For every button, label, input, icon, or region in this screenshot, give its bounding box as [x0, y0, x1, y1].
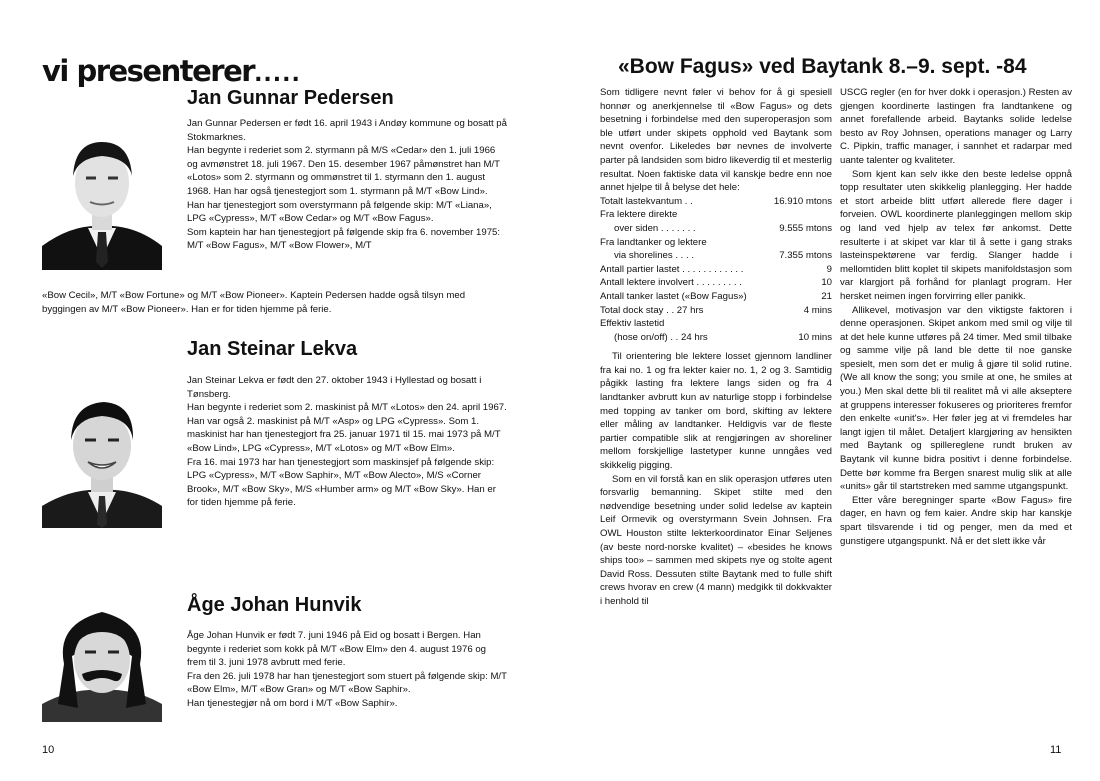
article-column-1 — [600, 86, 832, 609]
bio-paragraph: Han begynte i rederiet som 2. maskinist på M/T «Lotos» den 24. april 1967. Han var også 2. maskinist på M/T «Asp» og LPG «Cypress». Som 1. maskinist har han tjenestegjort fra 25. januar 1971 til 15. mai 1973 på M/T «Bow Lind», LPG «Cypress», M/T «Lotos» og M/T «Bow Elm». — [187, 402, 507, 454]
article-paragraph: Etter våre beregninger sparte «Bow Fagus» fire dager, en havn og fem kaier. Andre skip har kanskje spart tilsvarende i tid og penger, men da med et gunstigere utgangspunkt. Nå er det slett ikke vår — [840, 494, 1072, 547]
bio-paragraph: Fra 16. mai 1973 har han tjenestegjort som maskinsjef på følgende skip: LPG «Cypress», M/T «Bow Saphir», M/T «Bow Alecto», M/S «Corner Brook», M/T «Bow Sky», M/S «Humber arm» og M/T «Bow Sky». Han er for tiden hjemme på ferie. — [187, 456, 496, 509]
bio-paragraph: Han har tjenestegjort som overstyrmann på følgende skip: M/T «Liana», LPG «Cypress», M/T «Bow Cedar» og M/T «Bow Fagus». — [187, 199, 492, 225]
page-number-left: 10 — [42, 744, 55, 756]
right-page — [550, 0, 1100, 781]
section-heading — [42, 56, 301, 90]
bio-paragraph: Han tjenestegjør nå om bord i M/T «Bow Saphir». — [187, 697, 398, 709]
stat-row: via shorelines . . . . 7.355 mtons — [614, 250, 832, 262]
stat-row: Fra lektere direkte — [600, 209, 678, 221]
profile-bio-pedersen-continued: «Bow Cecil», M/T «Bow Fortune» og M/T «Bow Pioneer». Kaptein Pedersen hadde også tilsyn med byggingen av M/T «Bow Pioneer». Han er for tiden hjemme på ferie. — [42, 290, 466, 315]
profile-name-hunvik: Åge Johan Hunvik — [187, 594, 362, 616]
article-paragraph: Til orientering ble lektere losset gjennom landliner fra kai no. 1 og fra lekter kaier no. 1, 2 og 3. Samtidig pågikk lasting fra lektere langs siden og fra 4 landtanker avbrutt kun av naturlige stopp i forbindelse med topping av tanker om bord, skifting av lektere eller måling av landtanker. Heldigvis var de fleste partier compatible slik at rengjøringen av shoreliner mellom forskjellige lastetyper kunne unngåes ved skikkelig pigging. — [600, 351, 832, 472]
article-paragraph: Allikevel, motivasjon var den viktigste faktoren i denne operasjonen. Skipet ankom med smil og vilje til at det hele kunne utføres på 24 timer. Med smil tilbake og samme vilje på land ble dette til noe ganske spesielt, men som det er mulig å gjøre til solid rutine. (We all know the song; you smile at one, he smiles at you.) Men skal dette bli til realitet må vi alle akseptere at gruppens interesser fokuseres og prioriteres fremfor den enkelte «unit's». Her føler jeg at vi fremdeles har langt igjen til målet. Detaljert klargjøring av hensikten med Baytank og spillereglene rundt bruken av Baytank vil kunne bidra positivt i denne forbindelse. Dette bør komme fra Bergen snarest mulig slik at alle «units» går til startstreken med samme utgangspunkt. — [840, 304, 1072, 493]
stat-row: Fra landtanker og lektere — [600, 236, 707, 248]
profile-bio-pedersen — [187, 117, 507, 253]
page-number-right: 11 — [1050, 744, 1062, 756]
article-title: «Bow Fagus» ved Baytank 8.–9. sept. -84 — [618, 55, 1027, 78]
stat-row: Antall partier lastet . . . . . . . . . . . . 9 — [600, 263, 832, 275]
stat-row: Antall lektere involvert . . . . . . . . . 10 — [600, 277, 832, 289]
article-paragraph: Som en vil forstå kan en slik operasjon utføres uten forsvarlig bemanning. Skipet stilte med den nødvendige besetning under solid ledelse av kaptein Leif Ormevik og overstyrmann Svein Johnsen. Fra OWL Houston stilte lekterkoordinator Einar Seljenes (av beste nord-norske kvalitet) – «besides he knows ships too» – sammen med skipets nye og stolte agent David Ross. Dessuten stilte Baytank med to fulle shift crews hvorav en crew (4 mann) medgikk til dokkvakter i henhold til — [600, 473, 832, 607]
portrait-photo-lekva — [42, 388, 162, 528]
bio-paragraph: Han begynte i rederiet som 2. styrmann på M/S «Cedar» den 1. juli 1966 og avmønstret 18. juli 1967. Den 15. desember 1967 påmønstret han M/T «Lotos» som 2. styrmann og ommønstret til 1. styrmann den 1. august 1968. Han har også tjenestegjort som 1. styrmann på M/T «Bow Lind». — [187, 145, 500, 197]
portrait-photo-hunvik — [42, 604, 162, 722]
stat-row: Total dock stay . . 27 hrs 4 mins — [600, 304, 832, 316]
article-paragraph: USCG regler (en for hver dokk i operasjon.) Resten av gjengen koordinerte lastingen fra landtankene og annet forefallende arbeid. Baytanks solide ledelse besto av Roy Johnsen, operations manager og Larry C. Pipkin, traffic manager, i sannhet et radarpar med uante talenter og kvaliteter. — [840, 87, 1072, 166]
article-intro: Som tidligere nevnt føler vi behov for å gi spesiell honnør og anerkjennelse til «Bow Fagus» og dets besetning i forbindelse med den superoperasjon som ble utført under skipets opphold ved Baytank som nevnt ovenfor. Likeledes bør nevnes de involverte parter på landsiden som bidro likeverdig til et mesterlig resultat. Noen faktiske data vil kanskje bedre enn noe annet hjelpe til å belyse det hele: — [600, 87, 832, 194]
stat-row: (hose on/off) . . 24 hrs 10 mins — [614, 331, 832, 343]
bio-paragraph: Jan Steinar Lekva er født den 27. oktober 1943 i Hyllestad og bosatt i Tønsberg. — [187, 375, 482, 400]
profile-bio-lekva — [187, 374, 507, 510]
bio-paragraph: Fra den 26. juli 1978 har han tjenestegjort som stuert på følgende skip: M/T «Bow Elm», M/T «Bow Gran» og M/T «Bow Saphir». — [187, 670, 507, 696]
section-heading-dots: ..... — [254, 62, 301, 87]
article-column-2 — [840, 86, 1072, 548]
bio-paragraph: Jan Gunnar Pedersen er født 16. april 1943 i Andøy kommune og bosatt på Stokmarknes. — [187, 118, 507, 143]
stat-row: Antall tanker lastet («Bow Fagus») 21 — [600, 290, 832, 302]
article-paragraph: Som kjent kan selv ikke den beste ledelse oppnå topp resultater uten skikkelig planlegging. Her hadde et stort arbeide blitt utført allerede flere dager i forveien. OWL koordinerte planleggingen mellom skip og land ved hjelp av telex før ankomst. Dette resulterte i at skipet var klar til å sette i gang straks lasteinspektørene var ferdig. Slanger hadde i mellomtiden blitt koplet til skipets manifoldstasjon som var klargjort på forhånd for planlagt program. Her hersket neimen ingen forvirring eller panikk. — [840, 168, 1072, 302]
profile-bio-hunvik — [187, 629, 507, 711]
bio-paragraph: Som kaptein har han tjenestegjort på følgende skip fra 6. november 1975: M/T «Bow Fagus», M/T «Bow Flower», M/T — [187, 226, 501, 252]
portrait-photo-pedersen — [42, 128, 162, 270]
stat-row: Totalt lastekvantum . . 16.910 mtons — [600, 195, 832, 207]
profile-name-pedersen: Jan Gunnar Pedersen — [187, 87, 394, 109]
stat-row: Effektiv lastetid — [600, 318, 665, 330]
section-heading-text: vi presenterer — [42, 54, 255, 88]
profile-name-lekva: Jan Steinar Lekva — [187, 338, 358, 360]
bio-paragraph: Åge Johan Hunvik er født 7. juni 1946 på Eid og bosatt i Bergen. Han begynte i rederiet som kokk på M/T «Bow Elm» den 4. august 1976 og frem til 3. juni 1978 avbrutt med ferie. — [187, 630, 486, 669]
cargo-statistics — [600, 195, 832, 345]
stat-row: over siden . . . . . . . 9.555 mtons — [614, 222, 832, 234]
